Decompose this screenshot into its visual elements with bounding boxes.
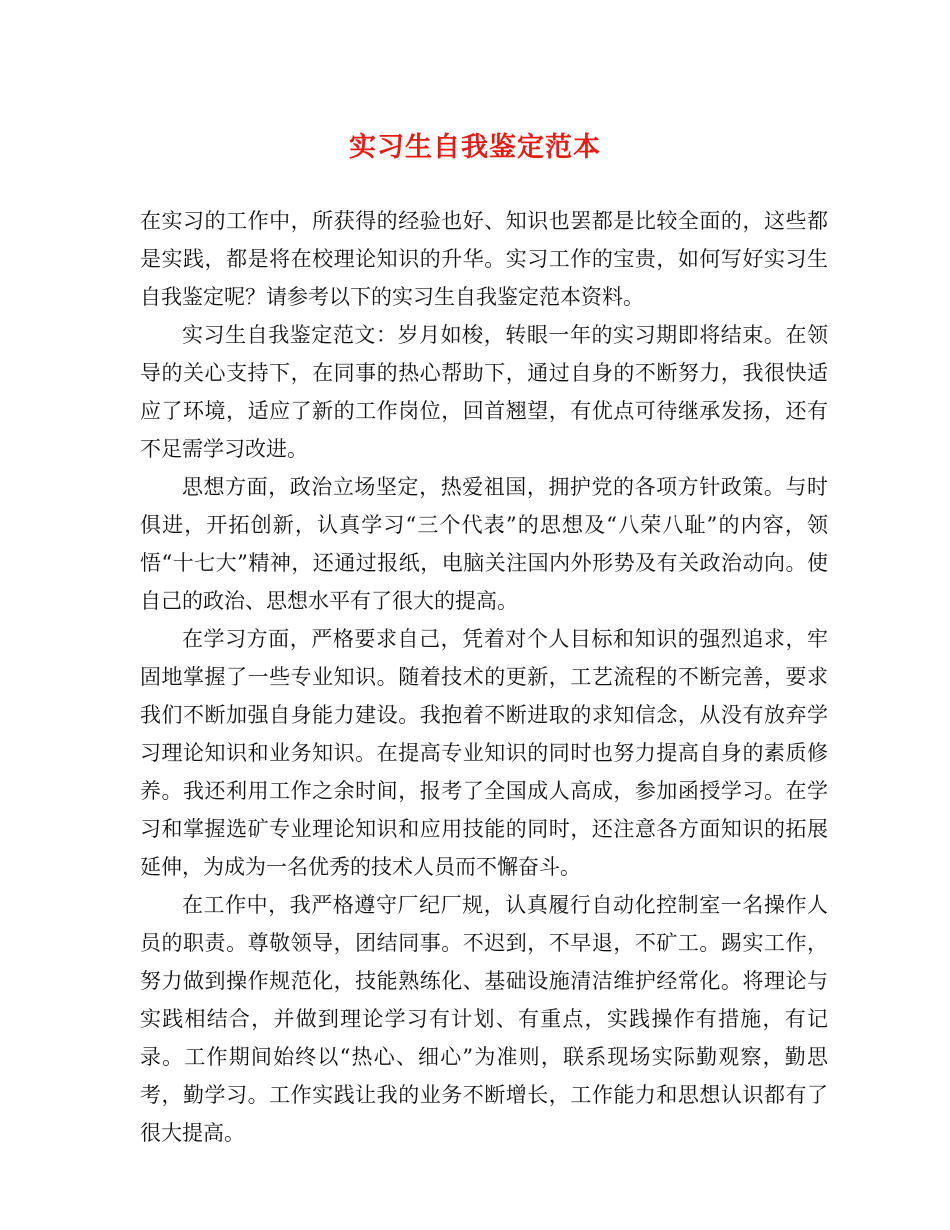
paragraph-study: 在学习方面，严格要求自己，凭着对个人目标和知识的强烈追求，牢固地掌握了一些专业知识。随着技术的更新，工艺流程的不断完善，要求我们不断加强自身能力建设。我抱着不断进取的求知信念，从没有放弃学习理论知识和业务知识。在提高专业知识的同时也努力提高自身的素质修养。我还利用工作之余时间，报考了全国成人高成，参加函授学习。在学习和掌握选矿专业理论知识和应用技能的同时，还注意各方面知识的拓展延伸，为成为一名优秀的技术人员而不懈奋斗。 [140,627,828,879]
paragraph-ideology: 思想方面，政治立场坚定，热爱祖国，拥护党的各项方针政策。与时俱进，开拓创新，认真学习“三个代表”的思想及“八荣八耻”的内容，领悟“十七大”精神，还通过报纸，电脑关注国内外形势及有关政治动向。使自己的政治、思想水平有了很大的提高。 [140,475,828,613]
paragraph-work: 在工作中，我严格遵守厂纪厂规，认真履行自动化控制室一名操作人员的职责。尊敬领导，团结同事。不迟到，不早退，不矿工。踢实工作，努力做到操作规范化，技能熟练化、基础设施清洁维护经常化。将理论与实践相结合，并做到理论学习有计划、有重点，实践操作有措施，有记录。工作期间始终以“热心、细心”为准则，联系现场实际勤观察，勤思考，勤学习。工作实践让我的业务不断增长，工作能力和思想认识都有了很大提高。 [140,893,828,1145]
paragraph-overview: 实习生自我鉴定范文：岁月如梭，转眼一年的实习期即将结束。在领导的关心支持下，在同事的热心帮助下，通过自身的不断努力，我很快适应了环境，适应了新的工作岗位，回首翘望，有优点可待继承发扬，还有不足需学习改进。 [140,323,828,461]
document-title: 实习生自我鉴定范本 [349,132,601,163]
paragraph-intro: 在实习的工作中，所获得的经验也好、知识也罢都是比较全面的，这些都是实践，都是将在校理论知识的升华。实习工作的宝贵，如何写好实习生自我鉴定呢？请参考以下的实习生自我鉴定范本资料。 [140,209,828,309]
document-body [140,202,828,1152]
